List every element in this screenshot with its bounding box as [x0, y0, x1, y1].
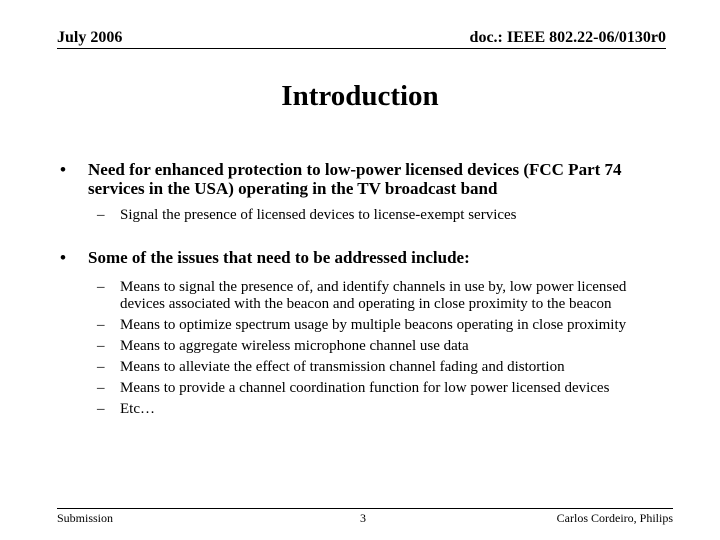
sub-text: Etc… — [120, 401, 155, 417]
bullet-2-sub-2 — [60, 317, 670, 334]
sub-text: Means to signal the presence of, and identify channels in use by, low power licensed devices associated with the beacon and operating in close proximity to the beacon — [120, 279, 627, 312]
bullet-2-marker: • — [60, 248, 66, 267]
sub-dash: – — [97, 317, 105, 333]
bullet-2-text: Some of the issues that need to be addressed include: — [88, 248, 470, 267]
bullet-1-marker: • — [60, 160, 66, 179]
bullet-2-sub-1 — [60, 279, 670, 313]
footer-page-number: 3 — [360, 511, 366, 525]
bullet-1 — [60, 160, 670, 198]
footer-rule — [57, 508, 673, 509]
bullet-2-sub-5 — [60, 380, 670, 397]
sub-text: Means to optimize spectrum usage by multiple beacons operating in close proximity — [120, 317, 627, 333]
header-rule — [57, 48, 666, 49]
sub-dash: – — [97, 207, 105, 223]
footer-submission: Submission — [57, 511, 114, 525]
slide-title: Introduction — [281, 80, 439, 112]
header-date: July 2006 — [57, 29, 123, 46]
bullet-1-sub-1 — [60, 207, 670, 224]
bullet-2 — [60, 248, 670, 267]
sub-dash: – — [97, 359, 105, 375]
sub-text: Means to aggregate wireless microphone channel use data — [120, 338, 469, 354]
sub-text: Means to alleviate the effect of transmission channel fading and distortion — [120, 359, 565, 375]
sub-text: Signal the presence of licensed devices to license-exempt services — [120, 207, 517, 223]
header-doc-id: doc.: IEEE 802.22-06/0130r0 — [469, 29, 666, 46]
sub-dash: – — [97, 401, 105, 417]
sub-text: Means to provide a channel coordination function for low power licensed devices — [120, 380, 610, 396]
sub-dash: – — [97, 338, 105, 354]
bullet-1-text: Need for enhanced protection to low-power licensed devices (FCC Part 74 services in the USA) operating in the TV broadcast band — [88, 160, 622, 198]
sub-dash: – — [97, 279, 105, 295]
bullet-2-sub-3 — [60, 338, 670, 355]
bullet-list — [60, 160, 670, 418]
sub-dash: – — [97, 380, 105, 396]
bullet-2-sub-6 — [60, 401, 670, 418]
bullet-2-sub-4 — [60, 359, 670, 376]
footer-author: Carlos Cordeiro, Philips — [556, 511, 673, 525]
